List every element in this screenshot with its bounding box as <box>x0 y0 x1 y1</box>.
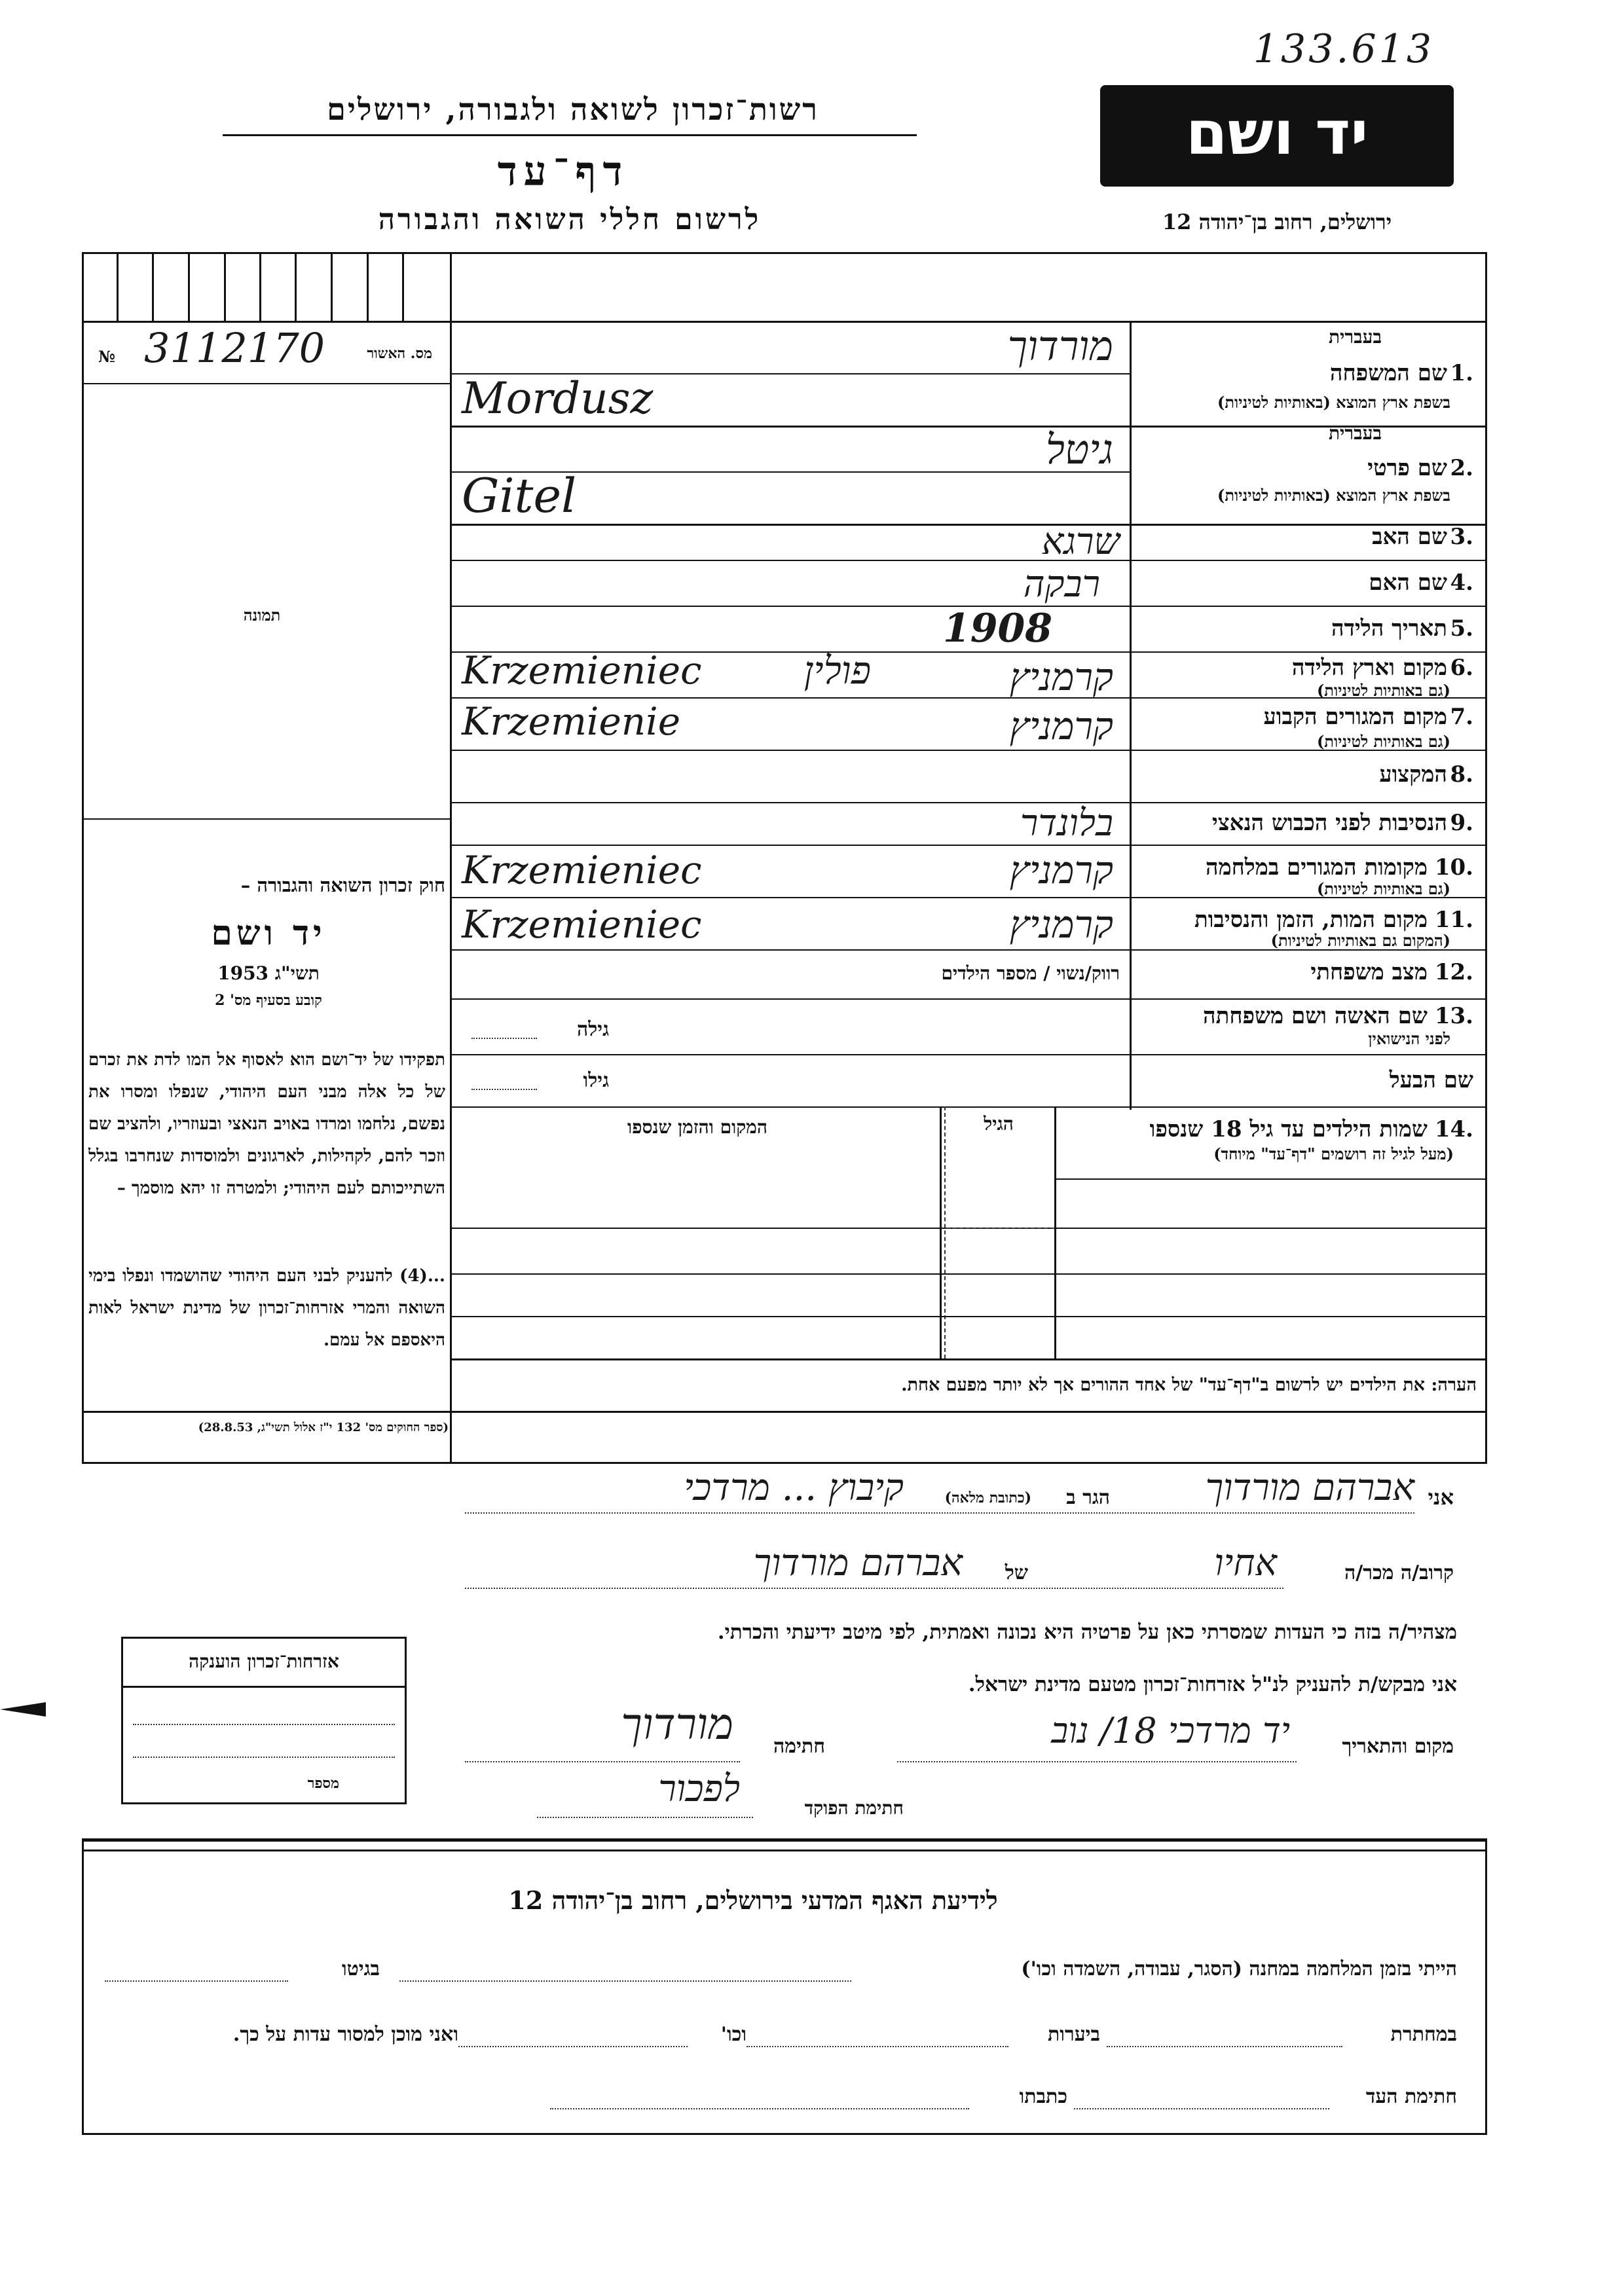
field-11-num: 11. <box>1434 907 1473 933</box>
stamp-title: אזרחות־זכרון הוענקה <box>189 1650 339 1672</box>
field-6-sub: (גם באותיות לטיניות) <box>1316 681 1450 700</box>
registry-no-label: № <box>98 347 116 366</box>
yad-vashem-logo <box>1100 85 1454 187</box>
field-2-num: 2. <box>1450 455 1473 481</box>
footer-line3-a: חתימת העד <box>1365 2085 1457 2108</box>
field-6-country: פולין <box>803 648 871 693</box>
children-place-col: המקום והזמן שנספו <box>627 1116 767 1138</box>
footer-line2-b: ביערות <box>1047 2023 1100 2046</box>
law-footnote: (ספר החוקים מס' 132 י"ז אלול תשי"ג, 28.8.53) <box>198 1421 449 1434</box>
field-12-num: 12. <box>1434 959 1473 985</box>
field-4-label: שם האם <box>1369 570 1447 596</box>
field-2-sub: בשפת ארץ המוצא (באותיות לטיניות) <box>1217 486 1450 505</box>
field-5-value: 1908 <box>943 606 1052 651</box>
field-8-label: המקצוע <box>1379 761 1447 788</box>
field-7-hebrew-value: קרמניץ <box>1009 704 1113 748</box>
field-2-hebrew-value: גיטל <box>1045 426 1113 473</box>
field-14-num: 14. <box>1434 1116 1473 1142</box>
law-name: יד ושם <box>211 913 326 953</box>
footer-title: לידיעת האגף המדעי בירושלים, רחוב בן־יהודה 12 <box>508 1886 998 1915</box>
punch-mark <box>0 1702 46 1717</box>
field-7-label: מקום המגורים הקבוע <box>1263 704 1447 730</box>
place-date-label: מקום והתאריך <box>1342 1735 1454 1758</box>
of-value: אברהם מורדוך <box>753 1542 963 1584</box>
field-13-label: שם האשה ושם משפחתה <box>1203 1003 1428 1029</box>
footer-frame <box>82 1838 1487 2135</box>
stamp-no-label: מספר <box>307 1775 339 1792</box>
footer-line2-c: וכו' <box>720 2023 747 2046</box>
authority-title: רשות־זכרון לשואה ולגבורה, ירושלים <box>327 92 819 127</box>
photo-label: תמונה <box>243 606 281 625</box>
relation-value: אחיו <box>1214 1542 1277 1584</box>
archive-number: 133.613 <box>1253 26 1434 72</box>
citizenship-stamp-box <box>121 1637 407 1804</box>
field-5-num: 5. <box>1450 615 1473 642</box>
field-10-sub: (גם באותיות לטיניות) <box>1316 879 1450 898</box>
form-title: דף־עד <box>497 147 629 195</box>
field-3-value: שרגא <box>1041 520 1120 563</box>
law-section: קובע בסעיף מס' 2 <box>215 992 322 1009</box>
footer-line1-b: בגיטו <box>341 1958 380 1980</box>
field-12-label: מצב משפחתי <box>1310 959 1428 985</box>
signature-label: חתימה <box>773 1735 825 1758</box>
address-label: (כתובת מלאה) <box>944 1489 1031 1506</box>
of-label: של <box>1005 1561 1028 1584</box>
registry-label: מס. האשור <box>367 345 432 362</box>
address: ירושלים, רחוב בן־יהודה 12 <box>1162 210 1392 234</box>
registry-number: 3112170 <box>144 324 325 372</box>
husband-label: שם הבעל <box>1389 1067 1473 1093</box>
field-11-latin-value: Krzemieniec <box>462 902 702 947</box>
officer-signature: לפכור <box>658 1768 740 1810</box>
children-note: הערה: את הילדים יש לרשום ב"דף־עד" של אחד ההורים אך לא יותר מפעם אחת. <box>901 1375 1477 1395</box>
field-1-label: שם המשפחה <box>1329 360 1447 386</box>
field-1-latin-value: Mordusz <box>462 373 654 424</box>
law-title: חוק זכרון השואה והגבורה – <box>240 874 445 896</box>
field-8-num: 8. <box>1450 761 1473 788</box>
top-strip-line <box>82 321 1485 323</box>
field-13-num: 13. <box>1434 1003 1473 1029</box>
field-2-latin-value: Gitel <box>462 468 577 523</box>
footer-line2-d: ואני מוכן למסור עדות על כך. <box>232 2023 458 2046</box>
law-paragraph-2: ...(4) להעניק לבני העם היהודי שהושמדו ונפלו בימי השואה והמרי אזרחות־זכרון של מדינת ישראל לאות היאספם אל עמם. <box>88 1266 445 1350</box>
left-column-divider <box>450 252 452 1463</box>
field-4-num: 4. <box>1450 570 1473 596</box>
field-6-num: 6. <box>1450 655 1473 681</box>
statement-1: מצהיר/ה בזה כי העדות שמסרתי כאן על פרטיה היא נכונה ואמתית, לפי מיטב ידיעתי והכרתי. <box>717 1620 1457 1644</box>
address-value: קיבוץ ... מרדכי <box>684 1467 904 1509</box>
field-11-hebrew-value: קרמניץ <box>1009 902 1113 947</box>
place-date-value: יד מרדכי 18/ נוב <box>1051 1710 1290 1751</box>
footer-line1-a: הייתי בזמן המלחמה במחנה (הסגר, עבודה, השמדה וכו') <box>1021 1958 1457 1980</box>
field-7-num: 7. <box>1450 704 1473 730</box>
declaration-i-label: אני <box>1428 1485 1454 1510</box>
field-12-value: רווק/נשוי / מספר הילדים <box>941 962 1120 984</box>
field-1-hebrew-value: מורדוך <box>1007 322 1113 370</box>
field-1-num: 1. <box>1450 360 1473 386</box>
field-11-sub: (המקום גם באותיות לטיניות) <box>1270 931 1450 950</box>
field-3-label: שם האב <box>1372 524 1447 550</box>
label-column-divider <box>1130 321 1132 1110</box>
logo-text: יד ושם <box>1185 98 1369 168</box>
field-2-lang: בעברית <box>1328 422 1382 444</box>
field-3-num: 3. <box>1450 524 1473 550</box>
field-9-label: הנסיבות לפני הכבוש הנאצי <box>1211 810 1447 836</box>
resident-label: הגר ב <box>1066 1486 1110 1509</box>
field-6-hebrew-value: קרמניץ <box>1009 655 1113 699</box>
field-10-hebrew-value: קרמניץ <box>1009 848 1113 892</box>
signature-value: מורדוך <box>621 1699 733 1749</box>
field-9-num: 9. <box>1450 810 1473 836</box>
field-9-value: בלונדר <box>1020 802 1113 845</box>
form-subtitle: לרשום חללי השואה והגבורה <box>378 203 762 236</box>
children-age-col: הגיל <box>984 1113 1014 1135</box>
field-14-label: שמות הילדים עד גיל 18 שנספו <box>1149 1116 1428 1142</box>
declarant-name: אברהם מורדוך <box>1205 1467 1414 1509</box>
footer-line2-a: במחתרת <box>1390 2023 1457 2046</box>
field-2-label: שם פרטי <box>1367 455 1447 481</box>
field-1-sub: בשפת ארץ המוצא (באותיות לטיניות) <box>1217 393 1450 412</box>
field-7-latin-value: Krzemienie <box>462 699 681 744</box>
law-paragraph-1: תפקידו של יד־ושם הוא לאסוף אל המו לדת את זכרם של כל אלה מבני העם היהודי, שנפלו ומסרו את נפשם, נלחמו ומרדו באויב הנאצי ובעוזריו, ולהציב שם וזכר להם, לקהילות, לארגונים ולמוסדות שנחרבו בגלל השתייכותם לעם היהודי; ולמטרה זו יהא מוסמך – <box>88 1050 445 1198</box>
field-4-value: רבקה <box>1023 563 1100 606</box>
footer-line3-b: כתבתו <box>1019 2085 1067 2108</box>
field-14-sub: (מעל לגיל זה רושמים "דף־עד" מיוחד) <box>1213 1144 1454 1163</box>
field-11-label: מקום המות, הזמן והנסיבות <box>1194 907 1428 933</box>
officer-label: חתימת הפוקד <box>804 1797 904 1819</box>
field-13-age-label: גילה <box>576 1018 609 1041</box>
husband-age-label: גילו <box>583 1069 609 1092</box>
field-6-latin-value: Krzemieniec <box>462 648 702 693</box>
statement-2: אני מבקש/ת להעניק לנ"ל אזרחות־זכרון מטעם מדינת ישראל. <box>968 1673 1457 1696</box>
field-7-sub: (גם באותיות לטיניות) <box>1316 732 1450 751</box>
field-10-label: מקומות המגורים במלחמה <box>1205 854 1428 881</box>
field-10-num: 10. <box>1434 854 1473 881</box>
field-1-lang: בעברית <box>1328 326 1382 348</box>
field-13-sub: לפני הנישואין <box>1368 1029 1450 1048</box>
field-5-label: תאריך הלידה <box>1331 615 1447 642</box>
field-6-label: מקום וארץ הלידה <box>1291 655 1447 681</box>
law-year: תשי"ג 1953 <box>217 962 320 984</box>
field-10-latin-value: Krzemieniec <box>462 848 702 892</box>
relation-label: קרוב/ה מכר/ה <box>1344 1561 1454 1584</box>
authority-underline <box>223 134 917 136</box>
